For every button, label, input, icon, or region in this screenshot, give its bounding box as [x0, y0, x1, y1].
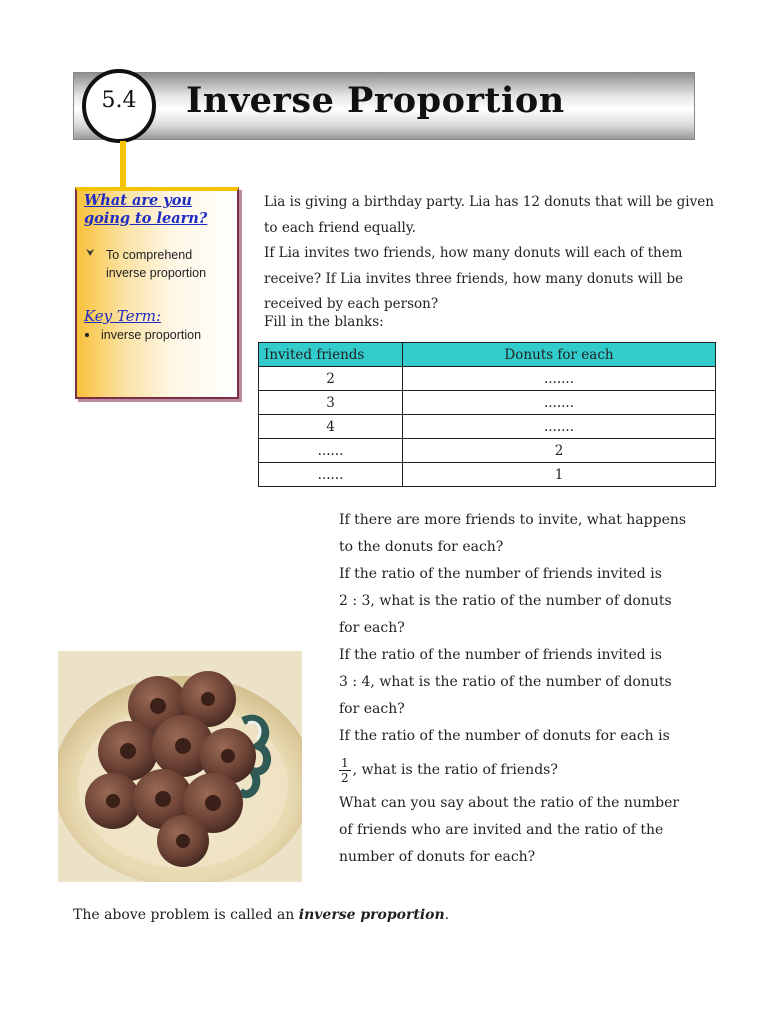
table-header-row	[259, 343, 716, 367]
table-row	[259, 439, 716, 463]
table-cell: 2	[259, 367, 403, 391]
fraction-one-half	[339, 756, 351, 785]
intro-paragraph-2: If Lia invites two friends, how many donuts will each of them receive? If Lia invites three friends, how many donuts will be received by each person?	[264, 245, 684, 312]
summary-prefix: The above problem is called an	[73, 907, 299, 923]
fraction-denominator: 2	[341, 770, 349, 785]
donut-icon	[98, 721, 158, 781]
donut-icon	[85, 773, 141, 829]
objective-text: To comprehend inverse proportion	[106, 248, 207, 280]
question-line: What can you say about the ratio of the number	[339, 795, 680, 811]
table-row	[259, 463, 716, 487]
question-line: If the ratio of the number of donuts for each is	[339, 728, 670, 744]
question-line: for each?	[339, 620, 405, 636]
key-term-heading: Key Term:	[84, 307, 162, 325]
column-header-friends: Invited friends	[259, 343, 403, 367]
table-cell: .......	[403, 415, 716, 439]
table-cell: .......	[403, 367, 716, 391]
table-row	[259, 415, 716, 439]
fraction-numerator: 1	[341, 755, 349, 770]
table-row	[259, 367, 716, 391]
question-line: 2 : 3, what is the ratio of the number of donuts	[339, 593, 672, 609]
intro-paragraph-1: Lia is giving a birthday party. Lia has 12 donuts that will be given to each friend equally.	[264, 194, 714, 236]
question-line: If there are more friends to invite, what happens	[339, 512, 687, 528]
fill-prompt: Fill in the blanks:	[264, 314, 384, 330]
table-cell: .......	[403, 391, 716, 415]
objectives-heading: What are you going to learn?	[84, 192, 208, 227]
table-cell: ......	[259, 439, 403, 463]
discussion-questions	[339, 507, 709, 871]
donuts-photo	[58, 651, 302, 882]
connector-line	[120, 141, 126, 189]
question-line: to the donuts for each?	[339, 539, 504, 555]
fill-in-table	[258, 342, 716, 487]
question-text: , what is the ratio of friends?	[352, 762, 558, 778]
table-cell: ......	[259, 463, 403, 487]
question-line: of friends who are invited and the ratio of the	[339, 822, 664, 838]
summary-suffix: .	[444, 907, 450, 923]
table-cell: 3	[259, 391, 403, 415]
summary-term: inverse proportion	[298, 907, 445, 923]
summary-sentence	[73, 907, 449, 923]
question-line: If the ratio of the number of friends invited is	[339, 566, 662, 582]
table-cell: 2	[403, 439, 716, 463]
table-cell: 4	[259, 415, 403, 439]
donut-icon	[157, 815, 209, 867]
fraction-question-line	[339, 750, 709, 790]
arrow-bullet-icon: ⮟	[86, 248, 95, 259]
key-term-text: inverse proportion	[101, 328, 202, 342]
bullet-icon	[85, 333, 89, 337]
question-line: 3 : 4, what is the ratio of the number of donuts	[339, 674, 672, 690]
donuts-illustration	[58, 651, 302, 882]
question-line: If the ratio of the number of friends invited is	[339, 647, 662, 663]
section-number: 5.4	[101, 88, 137, 113]
table-cell: 1	[403, 463, 716, 487]
intro-text	[264, 190, 714, 318]
question-line: number of donuts for each?	[339, 849, 536, 865]
table-row	[259, 391, 716, 415]
column-header-donuts: Donuts for each	[403, 343, 716, 367]
page-title: Inverse Proportion	[186, 80, 565, 121]
question-line: for each?	[339, 701, 405, 717]
